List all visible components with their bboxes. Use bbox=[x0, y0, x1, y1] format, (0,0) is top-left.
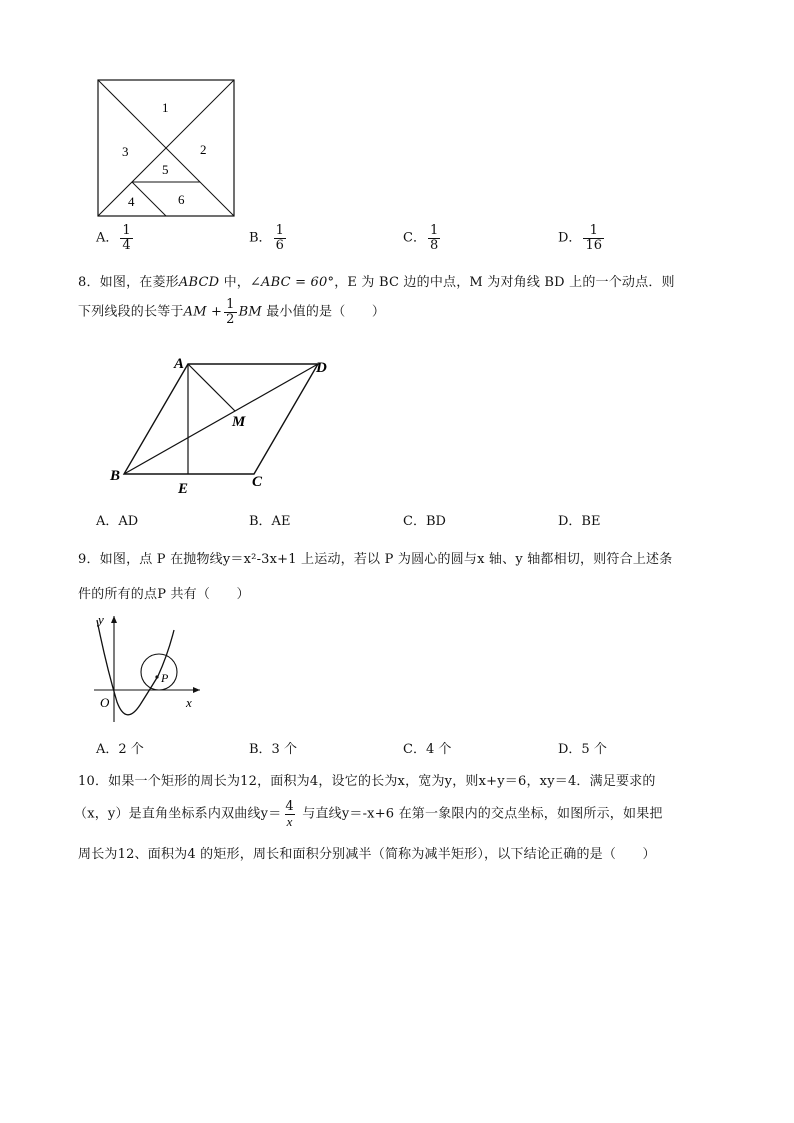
denominator: x bbox=[286, 813, 293, 829]
vertex-label-b: B bbox=[110, 468, 121, 484]
q8-option-b[interactable]: B．AE bbox=[249, 514, 291, 529]
vertex-label-d: D bbox=[316, 360, 327, 376]
region-label-5: 5 bbox=[162, 162, 169, 177]
q8-text: 下列线段的长等于 bbox=[78, 304, 184, 320]
q9-option-d[interactable]: D．5 个 bbox=[558, 742, 607, 757]
axis-label-x: x bbox=[186, 695, 192, 710]
square-figure bbox=[96, 78, 236, 218]
vertex-label-c: C bbox=[252, 474, 263, 490]
point-label-e: E bbox=[178, 481, 189, 497]
q9-line-1: 9．如图，点 P 在抛物线y＝x²-3x+1 上运动，若以 P 为圆心的圆与x 轴、y 轴都相切，则符合上述条 bbox=[78, 552, 673, 567]
region-label-1: 1 bbox=[162, 100, 169, 115]
q8-option-a[interactable]: A．AD bbox=[96, 514, 139, 529]
numerator: 1 bbox=[122, 223, 131, 238]
q10-line-3: 周长为12、面积为4 的矩形，周长和面积分别减半（简称为减半矩形），以下结论正确的是（ ） bbox=[78, 847, 656, 862]
q7-option-c[interactable] bbox=[403, 224, 442, 252]
point-label-p: P bbox=[161, 671, 169, 685]
q8-math-abcd: ABCD bbox=[178, 275, 220, 290]
numerator: 1 bbox=[589, 223, 598, 238]
q7-option-a[interactable] bbox=[96, 224, 135, 252]
q8-math-angle: ∠ABC = 60° bbox=[249, 275, 335, 290]
vertex-label-a: A bbox=[174, 356, 185, 372]
numerator: 1 bbox=[226, 297, 235, 312]
q9-option-c[interactable]: C．4 个 bbox=[403, 742, 452, 757]
numerator: 4 bbox=[285, 799, 294, 814]
q10-line-2 bbox=[74, 800, 663, 828]
rhombus-figure bbox=[104, 352, 340, 498]
denominator: 6 bbox=[275, 237, 284, 253]
numerator: 1 bbox=[429, 223, 439, 238]
denominator: 4 bbox=[122, 237, 131, 253]
numerator: 1 bbox=[275, 223, 284, 238]
q8-line-1 bbox=[78, 271, 675, 290]
option-letter: B． bbox=[249, 230, 272, 246]
q7-option-d[interactable] bbox=[558, 224, 606, 252]
q8-text: 8．如图，在菱形 bbox=[78, 275, 179, 290]
axis-label-y: y bbox=[98, 612, 104, 627]
fraction bbox=[120, 224, 132, 252]
point-label-m: M bbox=[232, 414, 246, 430]
option-letter: A． bbox=[96, 230, 119, 246]
q8-text: ，E 为 BC 边的中点，M 为对角线 BD 上的一个动点．则 bbox=[334, 275, 675, 290]
denominator: 16 bbox=[585, 237, 602, 253]
region-label-6: 6 bbox=[178, 192, 185, 207]
origin-label: O bbox=[100, 695, 110, 710]
option-letter: D． bbox=[558, 230, 582, 246]
fraction bbox=[428, 224, 440, 252]
q8-text: 最小值的是（ ） bbox=[261, 304, 386, 320]
q8-option-d[interactable]: D．BE bbox=[558, 514, 601, 529]
parabola-figure bbox=[92, 610, 212, 726]
fraction-4-over-x bbox=[283, 800, 295, 828]
q8-text: 中， bbox=[219, 275, 250, 290]
option-letter: C． bbox=[403, 230, 426, 246]
q9-line-2: 件的所有的点P 共有（ ） bbox=[78, 587, 250, 602]
denominator: 2 bbox=[226, 311, 235, 327]
q8-math-bm: BM bbox=[238, 304, 262, 320]
q8-math-am: AM + bbox=[183, 304, 223, 320]
denominator: 8 bbox=[429, 237, 439, 253]
region-label-3: 3 bbox=[122, 144, 129, 159]
q8-line-2 bbox=[78, 298, 385, 326]
q8-option-c[interactable]: C．BD bbox=[403, 514, 446, 529]
q9-option-b[interactable]: B．3 个 bbox=[249, 742, 297, 757]
q10-text: 与直线y＝-x+6 在第一象限内的交点坐标，如图所示，如果把 bbox=[297, 806, 663, 822]
region-label-2: 2 bbox=[200, 142, 207, 157]
q10-line-1: 10．如果一个矩形的周长为12，面积为4，设它的长为x，宽为y，则x+y＝6，xy＝4．满足要求的 bbox=[78, 774, 656, 789]
fraction bbox=[274, 224, 286, 252]
fraction bbox=[583, 224, 604, 252]
q10-text: （x，y）是直角坐标系内双曲线y＝ bbox=[74, 806, 282, 822]
region-label-4: 4 bbox=[128, 194, 135, 209]
fraction-half bbox=[224, 298, 236, 326]
q7-option-b[interactable] bbox=[249, 224, 288, 252]
q9-option-a[interactable]: A．2 个 bbox=[96, 742, 144, 757]
